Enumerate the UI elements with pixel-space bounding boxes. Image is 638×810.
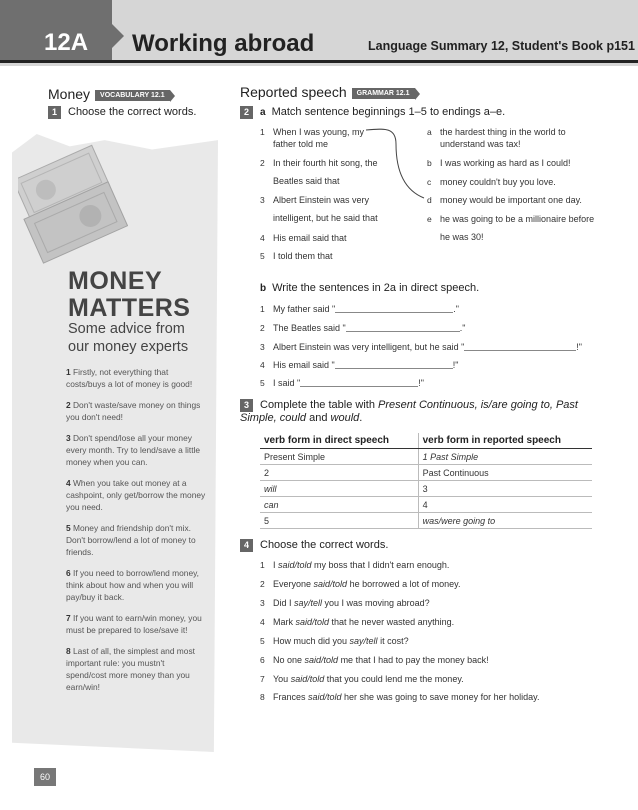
table-row (260, 481, 592, 497)
header-rule (0, 60, 638, 63)
tip-item[interactable]: 1 Firstly, not everything that costs/buys a lot of money is good! (66, 367, 193, 389)
exercise-2a-instruction (240, 106, 505, 119)
beginning-item: 4 His email said that (260, 233, 347, 243)
word-choice[interactable]: said/told (295, 617, 330, 627)
exercise-2a-text: Match sentence beginnings 1–5 to endings a–e. (271, 106, 506, 118)
beginning-item: 5 I told them that (260, 251, 333, 261)
exercise-3-number: 3 (240, 399, 253, 412)
exercise-4-number: 4 (240, 539, 253, 552)
reported-speech-heading-text: Reported speech (240, 84, 347, 100)
ending-item: b I was working as hard as I could! (427, 158, 571, 168)
exercise-2b-instruction (260, 282, 479, 294)
table-row (260, 449, 592, 465)
tip-item[interactable]: 7 If you want to earn/win money, you must be prepared to lose/save it! (66, 613, 202, 635)
table-row (260, 497, 592, 513)
unit-number: 12A (44, 29, 89, 56)
table-cell[interactable]: 3 (418, 481, 592, 497)
money-tips-list (66, 366, 206, 702)
exercise-4-instruction (240, 539, 388, 552)
exercise-1-instruction (48, 106, 196, 119)
tip-item[interactable]: 8 Last of all, the simplest and most important rule: you mustn't spend/cost more money than you earn/win! (66, 646, 195, 692)
word-choice[interactable]: said/told (278, 560, 312, 570)
choice-item[interactable]: 6 No one said/told me that I had to pay the money back! (260, 655, 489, 665)
word-choice[interactable]: say/tell (349, 636, 378, 646)
choice-item[interactable]: 8 Frances said/told her she was going to save money for her holiday. (260, 692, 540, 702)
beginning-item: 3 Albert Einstein was very intelligent, but he said that (260, 195, 378, 223)
exercise-4-text: Choose the correct words. (260, 539, 389, 551)
money-matters-title: MONEY MATTERS (68, 267, 191, 322)
tip-item[interactable]: 3 Don't spend/lose all your money every month. Try to lend/save a little money when you can. (66, 433, 201, 467)
banknotes-image (18, 140, 128, 268)
language-summary-reference: Language Summary 12, Student's Book p151 (368, 39, 635, 53)
exercise-1-text: Choose the correct words. (68, 106, 197, 118)
table-cell[interactable]: 4 (418, 497, 592, 513)
column-header: verb form in direct speech (260, 433, 418, 449)
vocabulary-tag: VOCABULARY 12.1 (95, 90, 170, 101)
ending-item: e he was going to be a millionaire before he was 30! (427, 214, 595, 242)
word-choice[interactable]: say/tell (294, 598, 323, 608)
word-choice[interactable]: said/told (313, 579, 348, 589)
exercise-1-number: 1 (48, 106, 61, 119)
answer-blank[interactable] (335, 312, 453, 313)
reported-speech-heading (240, 84, 415, 100)
choice-item[interactable]: 1 I said/told my boss that I didn't earn enough. (260, 560, 450, 570)
table-cell: Past Continuous (418, 465, 592, 481)
page-number: 60 (34, 768, 56, 786)
table-row (260, 465, 592, 481)
word-choice[interactable]: said/told (308, 692, 342, 702)
answer-blank[interactable] (335, 368, 453, 369)
table-cell: was/were going to (418, 513, 592, 529)
choice-item[interactable]: 4 Mark said/told that he never wasted anything. (260, 617, 455, 627)
unit-arrow (112, 24, 124, 48)
unit-title: Working abroad (132, 30, 315, 57)
choice-item[interactable]: 7 You said/told that you could lend me the money. (260, 674, 464, 684)
part-a-letter: a (260, 107, 266, 118)
exercise-2-number: 2 (240, 106, 253, 119)
word-choice[interactable]: said/told (290, 674, 325, 684)
part-b-letter: b (260, 283, 267, 294)
ending-item: a the hardest thing in the world to understand was tax! (427, 127, 566, 149)
table-row (260, 513, 592, 529)
money-matters-subtitle: Some advice from our money experts (68, 321, 189, 355)
choice-item[interactable]: 2 Everyone said/told he borrowed a lot of money. (260, 579, 461, 589)
answer-blank[interactable] (346, 331, 460, 332)
money-heading (48, 86, 170, 102)
table-cell: can (260, 497, 418, 513)
direct-speech-item[interactable]: 4 His email said " !" (260, 360, 459, 370)
direct-speech-item[interactable]: 5 I said " !" (260, 378, 424, 388)
direct-speech-item[interactable]: 2 The Beatles said " ." (260, 323, 466, 333)
ending-item: d money would be important one day. (427, 195, 582, 205)
matching-line (360, 124, 430, 204)
table-cell: Present Simple (260, 449, 418, 465)
answer-blank[interactable] (300, 386, 418, 387)
choice-item[interactable]: 3 Did I say/tell you I was moving abroad? (260, 598, 430, 608)
beginning-item: 1 When I was young, my father told me (260, 127, 365, 149)
grammar-tag: GRAMMAR 12.1 (352, 88, 415, 99)
money-heading-text: Money (48, 86, 91, 102)
choice-item[interactable]: 5 How much did you say/tell it cost? (260, 636, 409, 646)
beginning-item: 2 In their fourth hit song, the Beatles said that (260, 158, 378, 186)
direct-speech-item[interactable]: 3 Albert Einstein was very intelligent, but he said " !" (260, 342, 582, 352)
table-cell: will (260, 481, 418, 497)
answer-blank[interactable] (464, 350, 576, 351)
table-cell[interactable]: 2 (260, 465, 418, 481)
tip-item[interactable]: 4 When you take out money at a cashpoint, only get/borrow the money you need. (66, 478, 206, 512)
exercise-3-instruction: 3 Complete the table with Present Continuous, is/are going to, Past Simple, could and would. (240, 399, 578, 424)
ending-item: c money couldn't buy you love. (427, 177, 556, 187)
table-header-row (260, 433, 592, 449)
verb-form-table (260, 433, 592, 529)
table-cell[interactable]: 5 (260, 513, 418, 529)
word-choice[interactable]: said/told (304, 655, 339, 665)
table-cell: 1 Past Simple (418, 449, 592, 465)
tip-item[interactable]: 5 Money and friendship don't mix. Don't borrow/lend a lot of money to friends. (66, 523, 196, 557)
tip-item[interactable]: 6 If you need to borrow/lend money, think about how and when you will pay/buy it back. (66, 568, 200, 602)
direct-speech-item[interactable]: 1 My father said " ." (260, 304, 459, 314)
column-header: verb form in reported speech (418, 433, 592, 449)
tip-item[interactable]: 2 Don't waste/save money on things you don't need! (66, 400, 201, 422)
exercise-2b-text: Write the sentences in 2a in direct speech. (272, 282, 480, 294)
